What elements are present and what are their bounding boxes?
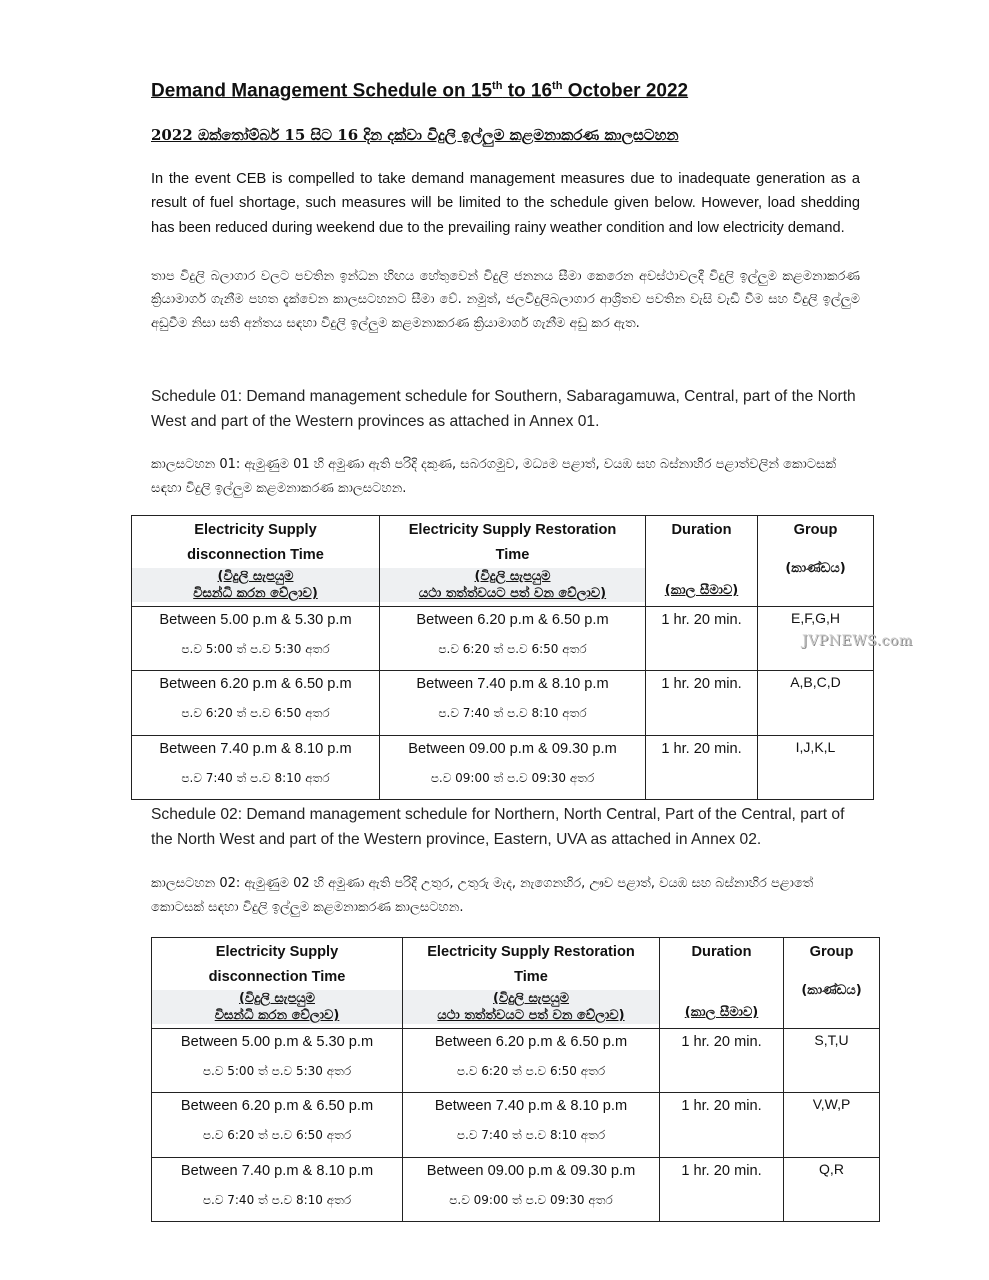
cell-text: ප.ව 6:20 ත් ප.ව 6:50 අතර xyxy=(438,642,587,656)
table-row xyxy=(132,736,874,800)
table-cell xyxy=(403,1158,660,1222)
cell-text: Between 6.20 p.m & 6.50 p.m xyxy=(180,1098,374,1114)
header-duration xyxy=(646,516,758,607)
cell-text: Between 5.00 p.m & 5.30 p.m xyxy=(180,1034,374,1050)
sinhala-title: 2022 ඔක්තෝම්බර් 15 සිට 16 දින දක්වා විදුලි ඉල්ලුම කළමනාකරණ කාලසටහන xyxy=(151,126,679,144)
cell-text: Group xyxy=(809,944,854,960)
schedule2-table xyxy=(151,937,880,1222)
table-cell xyxy=(152,1093,403,1158)
cell-text: Time xyxy=(495,547,530,563)
intro-paragraph-sinhala: තාප විදුලි බලාගාර වලට පවතින ඉන්ධන හිඟය හේතුවෙන් විදුලි ජනනය සීමා කෙරෙන අවස්ථාවලදී විදුලි ඉල්ලුම කළමනාකරණ ක්‍රියාමාර්ග ගැනීම පහත දැක්වෙන කාලසටහනට සීමා වේ. නමුත්, ජලවිදුලිබලාගාර ආශ්‍රිතව පවතින වැසි වැඩි වීම සහ විදුලි ඉල්ලුම අඩුවීම නිසා සති අන්තය සඳහා විදුලි ඉල්ලුම කළමනාකරණ ක්‍රියාමාර්ග ගැනීම අඩු කර ඇත. xyxy=(151,269,860,331)
cell-text: (කාල සීමාව) xyxy=(664,583,739,598)
table-cell xyxy=(646,671,758,736)
page-title: Demand Management Schedule on 15th to 16th October 2022 xyxy=(151,80,689,102)
cell-text: (විදුලි සැපයුම xyxy=(403,990,659,1007)
cell-text: disconnection Time xyxy=(208,969,346,985)
cell-text: disconnection Time xyxy=(187,547,324,563)
table-cell xyxy=(132,671,380,736)
cell-text: (කාල සීමාව) xyxy=(684,1005,759,1020)
table-cell xyxy=(380,607,646,671)
cell-text: ප.ව 7:40 ත් ප.ව 8:10 අතර xyxy=(181,771,330,785)
table-row xyxy=(152,1093,880,1158)
cell-text: Between 7.40 p.m & 8.10 p.m xyxy=(434,1098,628,1114)
cell-text: විසන්ධි කරන වේලාව) xyxy=(152,1007,402,1024)
cell-text: Between 09.00 p.m & 09.30 p.m xyxy=(408,741,617,757)
schedule1-heading-sinhala: කාලසටහන 01: ඇමුණුම 01 හි අමුණා ඇති පරිදි දකුණ, සබරගමුව, මධ්‍යම පළාත්, වයඹ සහ බස්නාහිර පළාත්වලින් කොටසක් සඳහා විදුලි ඉල්ලුම කළමනාකරණ කාලසටහන. xyxy=(151,457,837,496)
table-cell: V,W,P xyxy=(784,1093,880,1158)
watermark: JVPNEWS.com xyxy=(802,633,913,649)
schedule2-heading-sinhala: කාලසටහන 02: ඇමුණුම 02 හි අමුණා ඇති පරිදි උතුර, උතුරු මැද, නැගෙනහිර, ඌව පළාත්, වයඹ සහ බස්නාහිර පළාතේ කොටසක් සඳහා විදුලි ඉල්ලුම කළමනාකරණ කාලසටහන. xyxy=(151,876,814,915)
header-disconnection xyxy=(152,938,403,1029)
table-cell xyxy=(403,1093,660,1158)
cell-text: 1 hr. 20 min. xyxy=(661,741,742,757)
header-group xyxy=(758,516,874,607)
table-row xyxy=(152,1029,880,1093)
cell-text: Electricity Supply xyxy=(194,522,317,538)
cell-text: 1 hr. 20 min. xyxy=(681,1034,762,1050)
cell-text: ප.ව 6:20 ත් ප.ව 6:50 අතර xyxy=(202,1128,352,1142)
cell-text: ප.ව 09:00 ත් ප.ව 09:30 අතර xyxy=(430,771,595,785)
header-restoration xyxy=(380,516,646,607)
intro-paragraph-english: In the event CEB is compelled to take demand management measures due to inadequate generation as a result of fuel shortage, such measures will be limited to the schedule given below. However, load shedding has been reduced during weekend due to the prevailing rainy weather condition and low electricity demand. xyxy=(151,171,860,236)
table-cell: I,J,K,L xyxy=(758,736,874,800)
table-cell xyxy=(403,1029,660,1093)
cell-text: (විදුලි සැපයුම xyxy=(152,990,402,1007)
table-header-row xyxy=(152,938,880,1029)
cell-text: ප.ව 6:20 ත් ප.ව 6:50 අතර xyxy=(181,706,330,720)
cell-text: 1 hr. 20 min. xyxy=(681,1163,762,1179)
cell-text: යථා තත්ත්වයට පත් වන වේලාව) xyxy=(403,1007,659,1024)
table-cell xyxy=(132,607,380,671)
schedule1-heading: Schedule 01: Demand management schedule for Southern, Sabaragamuwa, Central, part of the North West and part of the Western provinces as attached in Annex 01. xyxy=(151,388,856,430)
schedule1-table xyxy=(131,515,874,800)
table-cell: A,B,C,D xyxy=(758,671,874,736)
header-disconnection xyxy=(132,516,380,607)
cell-text: Time xyxy=(514,969,548,985)
cell-text: 1 hr. 20 min. xyxy=(661,612,742,628)
schedule2-heading: Schedule 02: Demand management schedule for Northern, North Central, Part of the Central, part of the North West and part of the Western province, Eastern, UVA as attached in Annex 02. xyxy=(151,806,845,848)
cell-text: ප.ව 7:40 ත් ප.ව 8:10 අතර xyxy=(202,1193,352,1207)
cell-text: 1 hr. 20 min. xyxy=(661,676,742,692)
cell-text: Electricity Supply Restoration xyxy=(408,522,617,538)
cell-text: (විදුලි සැපයුම xyxy=(132,568,379,585)
header-restoration xyxy=(403,938,660,1029)
cell-text: ප.ව 09:00 ත් ප.ව 09:30 අතර xyxy=(449,1193,613,1207)
table-cell: S,T,U xyxy=(784,1029,880,1093)
table-cell xyxy=(646,607,758,671)
cell-text: Group xyxy=(793,522,838,538)
cell-text: Between 7.40 p.m & 8.10 p.m xyxy=(159,741,352,757)
cell-text: Duration xyxy=(691,944,752,960)
header-group xyxy=(784,938,880,1029)
table-cell xyxy=(660,1093,784,1158)
header-duration xyxy=(660,938,784,1029)
table-cell xyxy=(646,736,758,800)
cell-text: Between 6.20 p.m & 6.50 p.m xyxy=(434,1034,628,1050)
cell-text: Between 09.00 p.m & 09.30 p.m xyxy=(426,1163,636,1179)
table-cell xyxy=(660,1029,784,1093)
table-cell xyxy=(380,736,646,800)
table-cell xyxy=(152,1029,403,1093)
cell-text: Between 7.40 p.m & 8.10 p.m xyxy=(416,676,609,692)
table-cell xyxy=(132,736,380,800)
cell-text: Between 5.00 p.m & 5.30 p.m xyxy=(159,612,352,628)
table-header-row xyxy=(132,516,874,607)
cell-text: Between 6.20 p.m & 6.50 p.m xyxy=(416,612,609,628)
cell-text: Between 6.20 p.m & 6.50 p.m xyxy=(159,676,352,692)
cell-text: ප.ව 7:40 ත් ප.ව 8:10 අතර xyxy=(438,706,587,720)
table-cell: E,F,G,H xyxy=(758,607,874,671)
cell-text: (කාණ්ඩය) xyxy=(801,983,862,998)
cell-text: Electricity Supply Restoration xyxy=(427,944,635,960)
table-cell xyxy=(660,1158,784,1222)
table-row xyxy=(132,671,874,736)
cell-text: (කාණ්ඩය) xyxy=(785,561,846,576)
table-row xyxy=(152,1158,880,1222)
table-cell: Q,R xyxy=(784,1158,880,1222)
table-cell xyxy=(380,671,646,736)
cell-text: යථා තත්ත්වයට පත් වන වේලාව) xyxy=(380,585,645,602)
cell-text: 1 hr. 20 min. xyxy=(681,1098,762,1114)
cell-text: ප.ව 5:00 ත් ප.ව 5:30 අතර xyxy=(202,1064,352,1078)
cell-text: (විදුලි සැපයුම xyxy=(380,568,645,585)
table-cell xyxy=(152,1158,403,1222)
cell-text: ප.ව 6:20 ත් ප.ව 6:50 අතර xyxy=(456,1064,606,1078)
cell-text: ප.ව 7:40 ත් ප.ව 8:10 අතර xyxy=(456,1128,606,1142)
cell-text: Electricity Supply xyxy=(215,944,339,960)
cell-text: ප.ව 5:00 ත් ප.ව 5:30 අතර xyxy=(181,642,330,656)
cell-text: විසන්ධි කරන වේලාව) xyxy=(132,585,379,602)
table-row xyxy=(132,607,874,671)
cell-text: Between 7.40 p.m & 8.10 p.m xyxy=(180,1163,374,1179)
cell-text: Duration xyxy=(671,522,732,538)
